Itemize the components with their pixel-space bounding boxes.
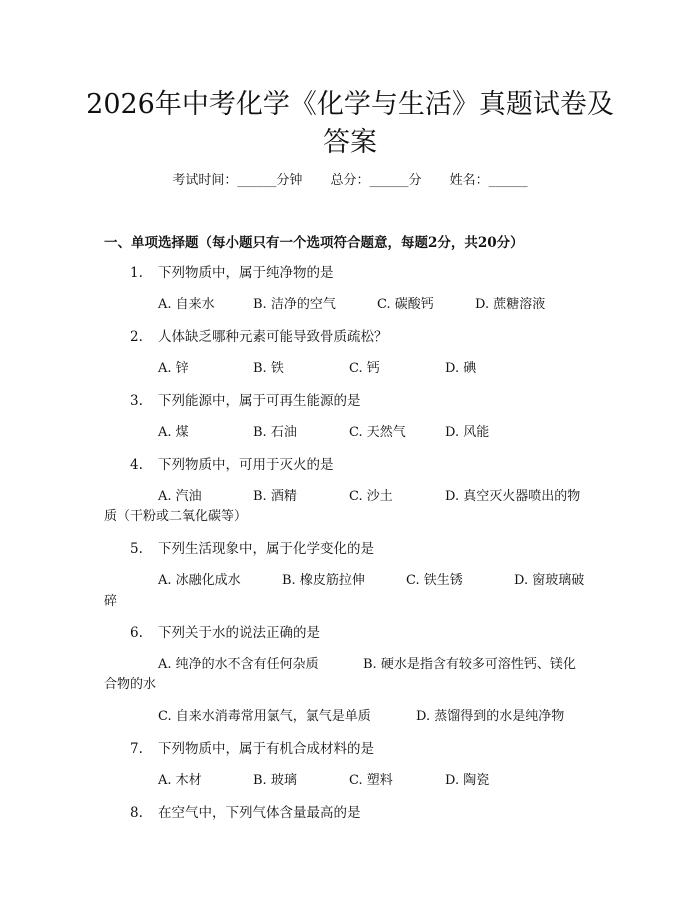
question-3 (130, 389, 361, 409)
question-4 (130, 453, 334, 473)
question-text: 下列物质中，属于有机合成材料的是 (158, 741, 374, 757)
title-line-1: 2026年中考化学《化学与生活》真题试卷及 (86, 89, 614, 120)
question-4-options (158, 485, 580, 504)
total-score: 总分：______分 (330, 173, 422, 188)
option-b: B. 洁净的空气 (253, 297, 336, 312)
question-5-option-d-continued: 碎 (104, 594, 118, 609)
question-text: 下列能源中，属于可再生能源的是 (158, 393, 361, 409)
option-c: C. 铁生锈 (406, 573, 463, 588)
option-b: B. 玻璃 (253, 773, 297, 788)
option-c: C. 沙土 (349, 489, 393, 504)
option-d: D. 碘 (445, 361, 477, 376)
question-6-options-row-2 (158, 705, 564, 724)
question-4-option-d-continued: 质（干粉或二氧化碳等） (104, 509, 248, 524)
question-6-options-row-1 (158, 653, 576, 672)
option-b: B. 石油 (253, 425, 297, 440)
option-d: D. 真空灭火器喷出的物 (445, 489, 581, 504)
option-a: A. 锌 (158, 361, 189, 376)
question-7-options (158, 769, 489, 788)
question-7 (130, 737, 374, 757)
exam-time: 考试时间：______分钟 (172, 173, 303, 188)
option-c: C. 天然气 (349, 425, 406, 440)
title-line-2: 答案 (323, 127, 377, 158)
question-3-options (158, 421, 489, 440)
option-b: B. 橡皮筋拉伸 (282, 573, 365, 588)
option-b: B. 铁 (253, 361, 284, 376)
question-number: 7. (130, 741, 143, 757)
option-b: B. 硬水是指含有较多可溶性钙、镁化 (363, 657, 576, 672)
question-number: 4. (130, 457, 143, 473)
option-d: D. 蒸馏得到的水是纯净物 (416, 709, 565, 724)
question-6-option-b-continued: 合物的水 (104, 677, 157, 692)
option-a: A. 纯净的水不含有任何杂质 (158, 657, 319, 672)
option-a: A. 自来水 (158, 297, 215, 312)
student-name: 姓名：______ (449, 173, 528, 188)
option-d: D. 窗玻璃破 (514, 573, 585, 588)
option-c: C. 碳酸钙 (377, 297, 434, 312)
question-number: 8. (130, 805, 143, 821)
question-1 (130, 261, 334, 281)
question-number: 1. (130, 265, 143, 281)
question-number: 3. (130, 393, 143, 409)
question-5-options (158, 569, 584, 588)
option-c: C. 钙 (349, 361, 380, 376)
question-number: 2. (130, 329, 143, 345)
question-1-options (158, 293, 545, 312)
option-a: A. 冰融化成水 (158, 573, 241, 588)
question-5 (130, 537, 374, 557)
option-a: A. 煤 (158, 425, 189, 440)
question-8 (130, 801, 361, 821)
question-text: 下列生活现象中，属于化学变化的是 (158, 541, 374, 557)
section-heading: 一、单项选择题（每小题只有一个选项符合题意，每题2分，共20分） (104, 235, 524, 251)
question-number: 5. (130, 541, 143, 557)
option-b: B. 酒精 (253, 489, 297, 504)
option-a: A. 汽油 (158, 489, 202, 504)
option-d: D. 风能 (445, 425, 490, 440)
question-2-options (158, 357, 476, 376)
option-a: A. 木材 (158, 773, 202, 788)
question-number: 6. (130, 625, 143, 641)
option-c: C. 塑料 (349, 773, 393, 788)
question-2 (130, 325, 388, 345)
question-text: 在空气中，下列气体含量最高的是 (158, 805, 361, 821)
question-6 (130, 621, 320, 641)
option-d: D. 蔗糖溶液 (475, 297, 546, 312)
exam-meta (0, 169, 700, 188)
question-text: 下列物质中，可用于灭火的是 (158, 457, 334, 473)
question-text: 下列关于水的说法正确的是 (158, 625, 320, 641)
page-title (0, 86, 700, 162)
question-text: 下列物质中，属于纯净物的是 (158, 265, 334, 281)
question-text: 人体缺乏哪种元素可能导致骨质疏松？ (158, 329, 388, 345)
option-d: D. 陶瓷 (445, 773, 490, 788)
option-c: C. 自来水消毒常用氯气，氯气是单质 (158, 709, 371, 724)
